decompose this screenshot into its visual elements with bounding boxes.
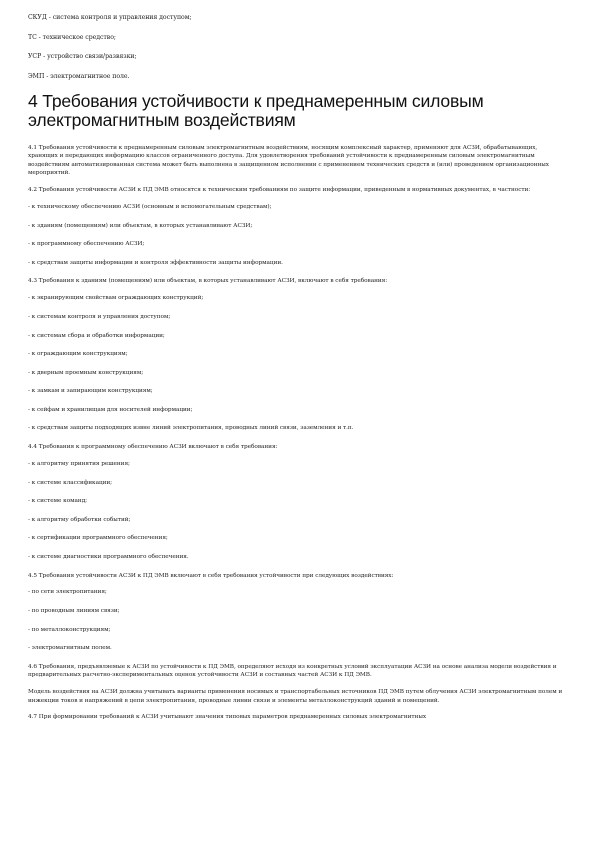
list-item: - к системам контроля и управления доступом; [28,313,171,320]
list-item: - по металлоконструкциям; [28,626,111,633]
list-item: - по проводным линиям связи; [28,608,120,615]
abbreviation-item: ТС - техническое средство; [28,33,116,41]
list-item: - к ограждающим конструкциям; [28,351,128,358]
list-4-4 [28,460,568,561]
list-4-3 [28,294,568,432]
list-item: - к алгоритму принятия решения; [28,460,130,467]
list-item: - к системе диагностики программного обеспечения. [28,553,189,560]
list-item: - к зданиям (помещениям) или объектам, в которых устанавливают АСЗИ; [28,222,253,229]
list-item: - электромагнитным полем. [28,645,112,652]
abbreviation-item: ЭМП - электромагнитное поле. [28,72,130,80]
paragraph-4-7: 4.7 При формировании требований к АСЗИ учитывают значения типовых параметров преднамеренных силовых электромагнитных [28,714,427,721]
list-item: - к программному обеспечению АСЗИ; [28,241,145,248]
list-item: - к системам сбора и обработки информации; [28,332,165,339]
abbreviation-item: СКУД - система контроля и управления доступом; [28,14,192,21]
section-heading: 4 Требования устойчивости к преднамеренным силовым электромагнитным воздействиям [28,91,484,130]
abbreviations-list [28,14,568,81]
paragraph-4-2: 4.2 Требования устойчивости АСЗИ к ПД ЭМВ относятся к техническим требованиям по защите информации, приведенным в нормативных документах, в частности: [28,187,531,194]
paragraph-4-1: 4.1 Требования устойчивости к преднамеренным силовым электромагнитным воздействиям, носящим комплексный характер, применяют для АСЗИ, обрабатывающих, хранящих и передающих информацию классов ограниченного доступа. Для удовлетворения требований устойчивости к преднамеренным силовым электромагнитным воздействиям автоматизированная система может быть выполнена в защищенном исполнении с применением технических средств и (или) проведением организационных мероприятий. [28,145,549,177]
paragraph-4-4: 4.4 Требования к программному обеспечению АСЗИ включают в себя требования: [28,444,278,451]
list-item: - к техническому обеспечению АСЗИ (основным и вспомогательным средствам); [28,204,272,211]
list-item: - к сертификации программного обеспечения; [28,535,168,542]
list-item: - к средствам защиты подходящих извне линий электропитания, проводных линий связи, заземления и т.п. [28,425,354,432]
list-item: - к системе команд; [28,498,88,505]
paragraph-4-6: 4.6 Требования, предъявляемые к АСЗИ по устойчивости к ПД ЭМВ, определяют исходя из конкретных условий эксплуатации АСЗИ на основе анализа модели воздействия и предварительных расчетно-экспериментальных оценок устойчивости АСЗИ и составных частей АСЗИ к ПД ЭМВ. [28,663,557,679]
document-page [28,14,568,730]
list-item: - по сети электропитания; [28,589,107,596]
paragraph-4-5: 4.5 Требования устойчивости АСЗИ к ПД ЭМВ включают в себя требования устойчивости при следующих воздействиях: [28,572,394,579]
paragraph-model: Модель воздействия на АСЗИ должна учитывать варианты применения носимых и транспортабельных источников ПД ЭМВ путем облучения АСЗИ электромагнитным полем и инжекции токов и напряжений в цепи электропитания, проводные линии связи и элементы металлоконструкций зданий и помещений. [28,689,563,704]
list-item: - к замкам и запирающим конструкциям; [28,388,153,395]
paragraph-4-3: 4.3 Требования к зданиям (помещениям) или объектам, в которых устанавливают АСЗИ, включают в себя требования: [28,278,388,285]
list-4-2 [28,203,568,267]
list-item: - к сейфам и хранилищам для носителей информации; [28,406,193,413]
list-item: - к алгоритму обработки событий; [28,516,131,523]
list-item: - к системе классификации; [28,479,113,486]
list-item: - к средствам защиты информации и контроля эффективности защиты информации. [28,259,283,266]
list-4-5 [28,588,568,652]
abbreviation-item: УСР - устройство связи/развязки; [28,53,137,60]
list-item: - к экранирующим свойствам ограждающих конструкций; [28,295,204,302]
list-item: - к дверным проемным конструкциям; [28,369,144,376]
